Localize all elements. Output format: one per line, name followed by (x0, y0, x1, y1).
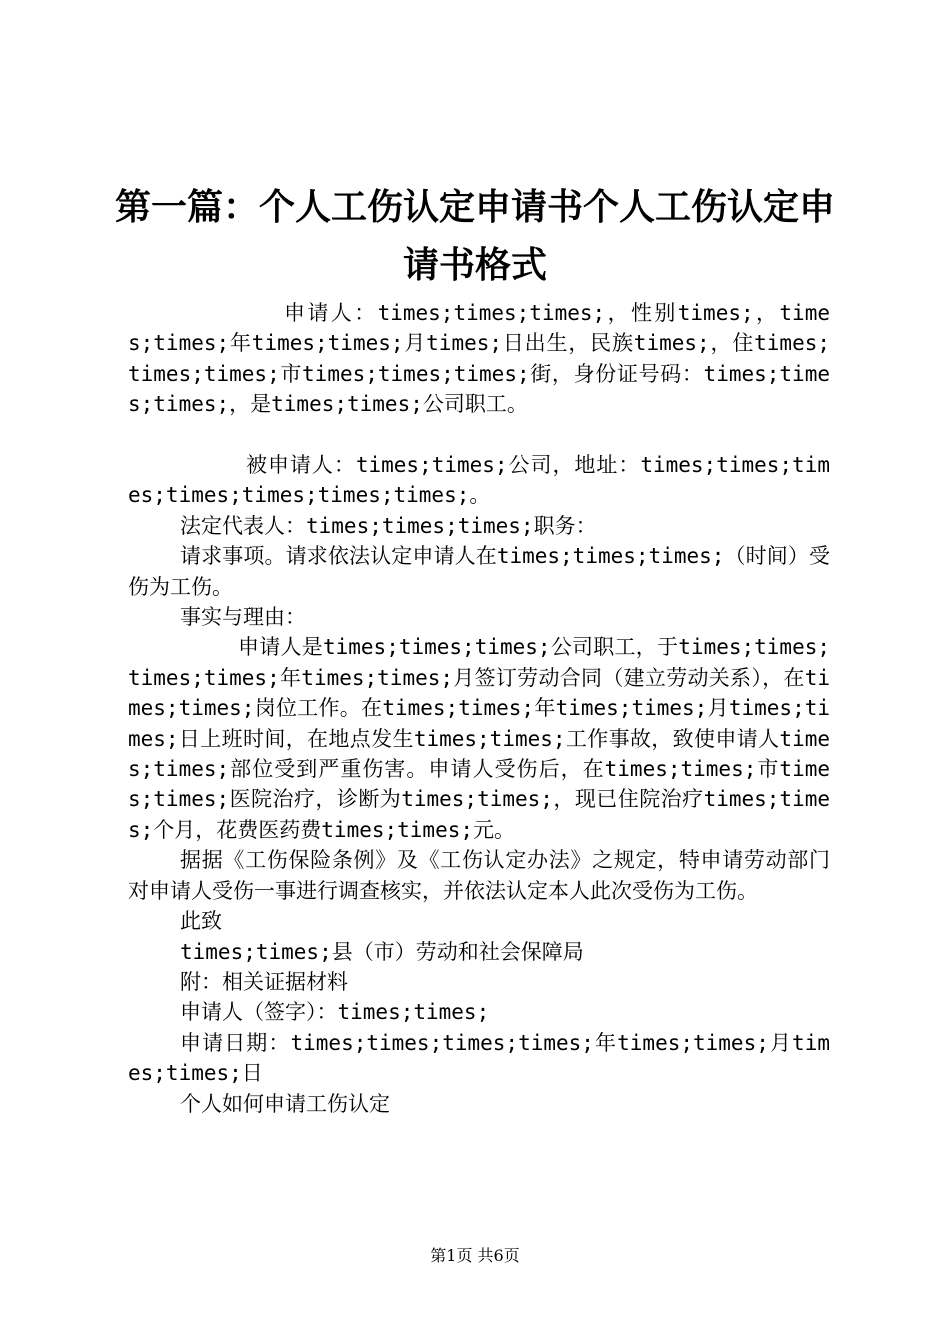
applicant-info-paragraph: 申请人：times;times;times;，性别times;，times;times;年times;times;月times;日出生，民族times;，住times;times;times;市times;times;times;街，身份证号码：times;times;times;，是times;times;公司职工。 (128, 301, 830, 417)
salutation-line: 此致 (180, 909, 222, 934)
application-date-line: 申请日期：times;times;times;times;年times;times;月times;times;日 (128, 1030, 830, 1086)
page-title: 第一篇：个人工伤认定申请书个人工伤认定申请书格式 (114, 186, 835, 286)
document-body (128, 298, 830, 1119)
respondent-info-paragraph: 被申请人：times;times;公司，地址：times;times;times;times;times;times;times;。 (128, 453, 830, 508)
legal-representative-line: 法定代表人：times;times;times;职务： (180, 513, 597, 538)
facts-heading: 事实与理由： (180, 605, 306, 630)
legal-basis-paragraph: 据据《工伤保险条例》及《工伤认定办法》之规定，特申请劳动部门对申请人受伤一事进行调查核实，并依法认定本人此次受伤为工伤。 (128, 848, 830, 903)
attachment-line: 附：相关证据材料 (180, 969, 348, 994)
signature-line: 申请人（签字）：times;times; (180, 1000, 490, 1025)
recipient-line: times;times;县（市）劳动和社会保障局 (180, 939, 584, 964)
section-heading: 个人如何申请工伤认定 (180, 1091, 390, 1116)
facts-paragraph: 申请人是times;times;times;公司职工，于times;times;times;times;年times;times;月签订劳动合同（建立劳动关系），在times;times;岗位工作。在times;times;年times;times;月times;times;日上班时间，在地点发生times;times;工作事故，致使申请人times;times;部位受到严重伤害。申请人受伤后，在times;times;市times;times;医院治疗，诊断为times;times;，现已住院治疗times;times;个月，花费医药费times;times;元。 (128, 635, 830, 842)
blank-line (128, 420, 830, 450)
request-items-paragraph: 请求事项。请求依法认定申请人在times;times;times;（时间）受伤为工伤。 (128, 544, 830, 599)
page-footer: 第1页 共6页 (430, 1246, 520, 1265)
